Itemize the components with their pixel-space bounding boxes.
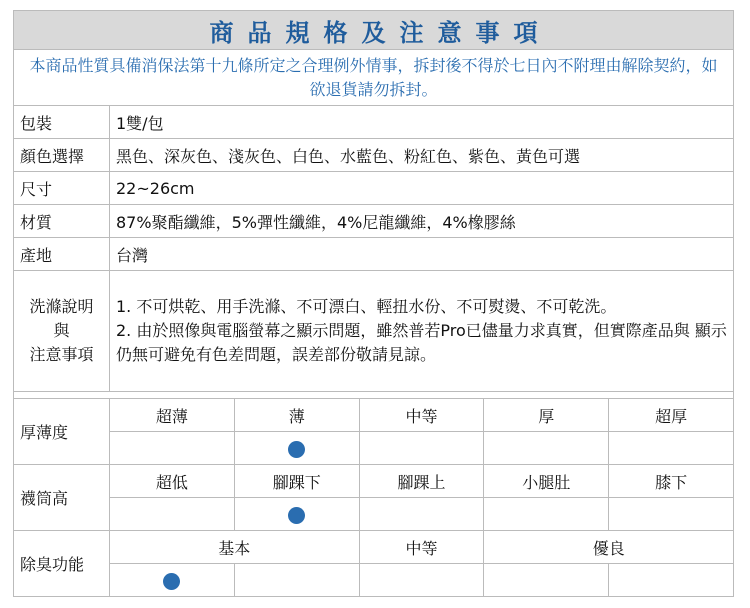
deodorant-marker-cell: [110, 564, 235, 597]
spec-value-size: 22~26cm: [110, 172, 734, 205]
spec-value-package: 1雙/包: [110, 106, 734, 139]
table-row: [14, 106, 734, 139]
notice-text: 本商品性質具備消保法第十九條所定之合理例外情事，拆封後不得於七日內不附理由解除契約，如欲退貨請勿拆封。: [13, 49, 734, 105]
deodorant-option: 基本: [110, 531, 360, 564]
table-row: [14, 399, 734, 432]
thickness-marker-cell: [359, 432, 484, 465]
spec-value-color: 黑色、深灰色、淺灰色、白色、水藍色、粉紅色、紫色、黃色可選: [110, 139, 734, 172]
height-option: 超低: [110, 465, 235, 498]
deodorant-marker-cell: [359, 564, 484, 597]
table-row: [14, 205, 734, 238]
thickness-marker-cell: [484, 432, 609, 465]
height-option: 腳踝上: [359, 465, 484, 498]
table-row: [14, 498, 734, 531]
wash-label-line1: 洗滌說明: [29, 297, 94, 316]
spec-label-origin: 產地: [14, 238, 110, 271]
rating-table: [13, 398, 734, 531]
wash-label-line3: 注意事項: [29, 345, 94, 364]
wash-item-2: 2. 由於照像與電腦螢幕之顯示問題，雖然普若Pro已儘量力求真實，但實際產品與 顯示仍無可避免有色差問題，誤差部份敬請見諒。: [116, 321, 727, 364]
thickness-option: 超厚: [609, 399, 734, 432]
thickness-marker-cell: [234, 432, 359, 465]
spec-table: [13, 105, 734, 392]
selected-marker-icon: [288, 507, 305, 524]
height-option: 膝下: [609, 465, 734, 498]
thickness-option: 薄: [234, 399, 359, 432]
thickness-label: 厚薄度: [14, 399, 110, 465]
deodorant-marker-cell: [234, 564, 359, 597]
selected-marker-icon: [163, 573, 180, 590]
height-marker-cell: [359, 498, 484, 531]
thickness-marker-cell: [609, 432, 734, 465]
height-marker-cell: [234, 498, 359, 531]
height-option: 腳踝下: [234, 465, 359, 498]
spec-sheet: [13, 10, 734, 597]
wash-content: [110, 271, 734, 392]
height-marker-cell: [484, 498, 609, 531]
table-row: [14, 238, 734, 271]
table-row: [14, 465, 734, 498]
wash-label: [14, 271, 110, 392]
spec-label-package: 包裝: [14, 106, 110, 139]
height-marker-cell: [110, 498, 235, 531]
spec-label-color: 顏色選擇: [14, 139, 110, 172]
deodorant-marker-cell: [484, 564, 609, 597]
selected-marker-icon: [288, 441, 305, 458]
height-option: 小腿肚: [484, 465, 609, 498]
page-title: 商品規格及注意事項: [209, 18, 552, 47]
deodorant-label: 除臭功能: [14, 531, 110, 597]
title-bar: [13, 10, 734, 49]
thickness-option: 厚: [484, 399, 609, 432]
table-row: [14, 139, 734, 172]
wash-item-1: 1. 不可烘乾、用手洗滌、不可漂白、輕扭水份、不可熨燙、不可乾洗。: [116, 297, 617, 316]
deodorant-option: 優良: [484, 531, 734, 564]
table-row: [14, 564, 734, 597]
wash-label-line2: 與: [53, 321, 70, 340]
deodorant-option: 中等: [359, 531, 484, 564]
table-row: [14, 271, 734, 392]
deodorant-table: [13, 531, 734, 597]
thickness-marker-cell: [110, 432, 235, 465]
spec-value-origin: 台灣: [110, 238, 734, 271]
thickness-option: 中等: [359, 399, 484, 432]
spec-label-material: 材質: [14, 205, 110, 238]
thickness-option: 超薄: [110, 399, 235, 432]
spec-label-size: 尺寸: [14, 172, 110, 205]
height-label: 襪筒高: [14, 465, 110, 531]
table-row: [14, 531, 734, 564]
height-marker-cell: [609, 498, 734, 531]
table-row: [14, 432, 734, 465]
spec-value-material: 87%聚酯纖維，5%彈性纖維，4%尼龍纖維，4%橡膠絲: [110, 205, 734, 238]
table-row: [14, 172, 734, 205]
deodorant-marker-cell: [609, 564, 734, 597]
